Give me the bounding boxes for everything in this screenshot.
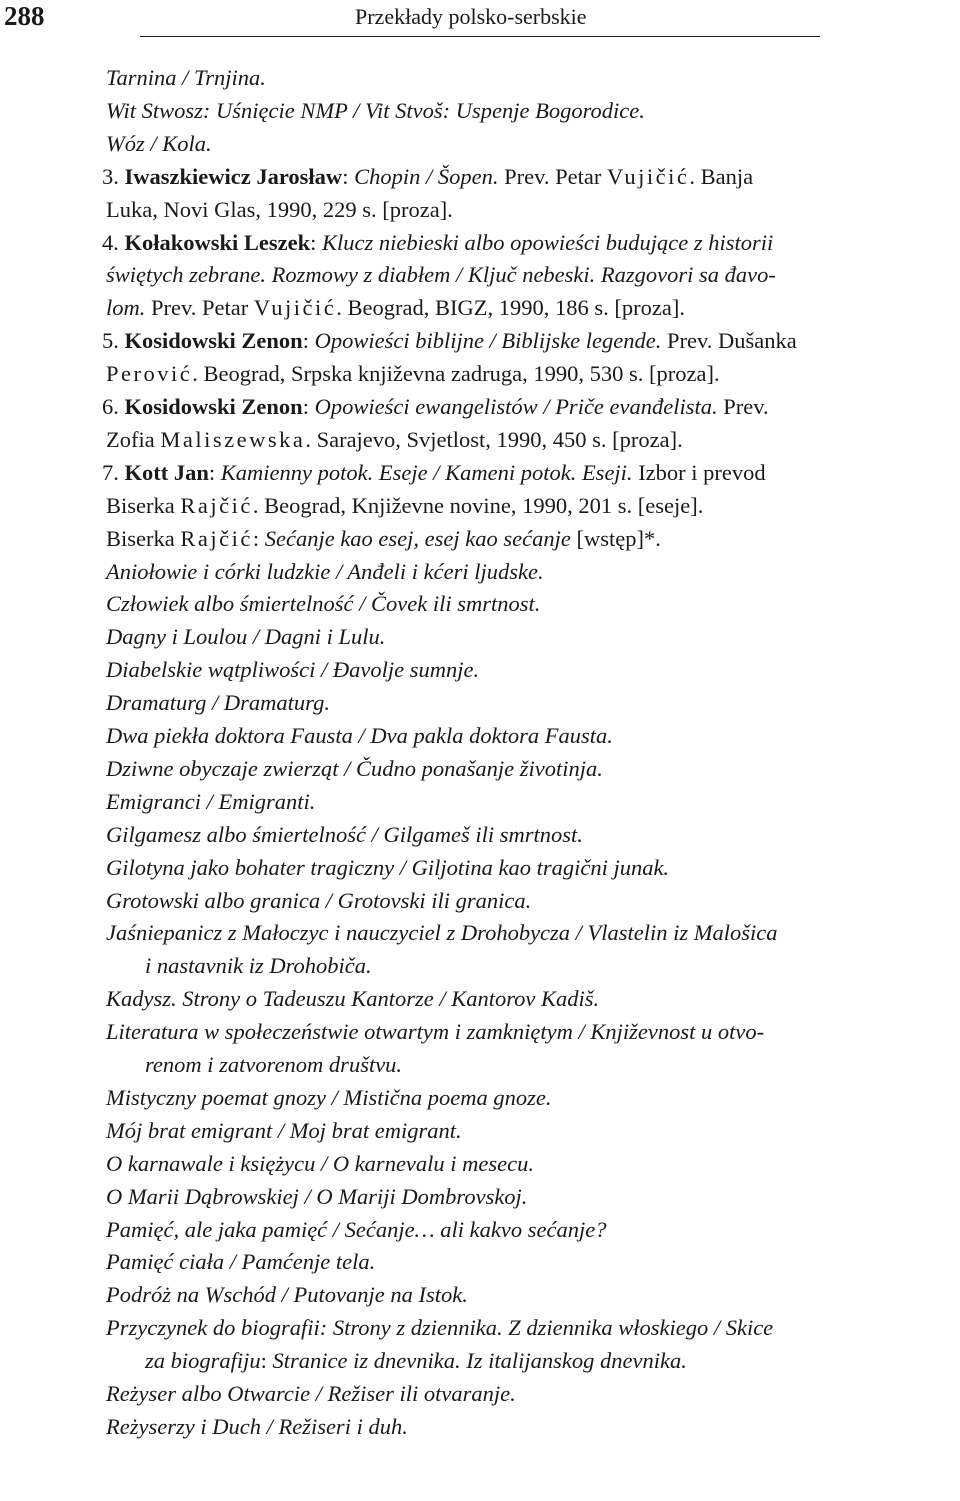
text-line (106, 424, 683, 456)
text-run: Izbor i prevod (632, 459, 766, 485)
text-line (106, 917, 778, 949)
text-line (106, 358, 720, 390)
text-line (106, 292, 685, 324)
text-line (106, 1148, 534, 1180)
title-text: Emigranci / Emigranti. (106, 788, 316, 814)
text-line (106, 259, 776, 291)
text-line (106, 62, 266, 94)
title-text: Diabelskie wątpliwości / Đavolje sumnje. (106, 657, 480, 683)
title-text: Jaśniepanicz z Małoczyc i nauczyciel z Drohobycza / Vlastelin iz Malošica (106, 920, 778, 946)
text-run: : (302, 328, 315, 354)
translator-name: Rajčić (180, 525, 253, 551)
title-text: Kamienny potok. Eseje / Kameni potok. Eseji. (220, 459, 633, 485)
text-line (102, 391, 769, 423)
title-text: Mistyczny poemat gnozy / Mistična poema gnoze. (106, 1084, 552, 1110)
title-text: Opowieści biblijne / Biblijske legende. (314, 328, 662, 354)
text-line (106, 852, 669, 884)
text-run: . Beograd, Srpska književna zadruga, 1990, 530 s. [proza]. (192, 361, 720, 387)
text-run: Prev. Dušanka (661, 328, 797, 354)
text-line (106, 490, 703, 522)
text-run: : (252, 525, 265, 551)
text-line (106, 1246, 375, 1278)
text-line (145, 1049, 402, 1081)
text-line (106, 753, 603, 785)
title-text: Pamięć, ale jaka pamięć / Sećanje… ali kakvo sećanje? (106, 1216, 607, 1242)
title-text: Podróż na Wschód / Putovanje na Istok. (106, 1282, 468, 1308)
text-run: . Sarajevo, Svjetlost, 1990, 450 s. [proza]. (305, 426, 683, 452)
text-run: 6. (102, 394, 125, 419)
text-line (102, 325, 797, 357)
text-run: Prev. (717, 394, 769, 419)
title-text: Człowiek albo śmiertelność / Čovek ili smrtnost. (106, 591, 541, 617)
title-text: Wit Stwosz: Uśnięcie NMP / Vit Stvoš: Uspenje Bogorodice. (106, 97, 645, 123)
title-text: Literatura w społeczeństwie otwartym i zamkniętym / Književnost u otvo- (106, 1019, 765, 1045)
text-run: Zofia (106, 426, 161, 452)
text-run: : (342, 163, 355, 189)
text-run: Prev. Petar (498, 163, 607, 189)
text-run: : (260, 1348, 273, 1374)
title-text: świętych zebrane. Rozmowy z diabłem / Ključ nebeski. Razgovori sa đavo- (106, 262, 776, 288)
text-line (106, 1214, 606, 1246)
title-text: Dwa piekła doktora Fausta / Dva pakla doktora Fausta. (106, 723, 613, 748)
page-number: 288 (4, 1, 45, 31)
text-run: 7. (102, 459, 125, 485)
author-name: Kott Jan (124, 459, 209, 485)
text-line (106, 885, 531, 917)
text-line (106, 588, 540, 620)
text-run: Prev. Petar (145, 295, 254, 321)
title-text: Wóz / Kola. (106, 130, 212, 156)
text-run: 3. (102, 163, 125, 189)
title-text: Sećanje kao esej, esej kao sećanje (264, 525, 571, 551)
translator-name: Rajčić (180, 492, 253, 518)
title-text: Dziwne obyczaje zwierząt / Čudno ponašanje životinja. (106, 755, 603, 781)
text-run: 4. (102, 229, 125, 255)
title-text: za biografiju (145, 1348, 261, 1374)
title-text: Tarnina / Trnjina. (106, 65, 266, 90)
title-text: Pamięć ciała / Pamćenje tela. (106, 1249, 376, 1275)
title-text: Aniołowie i córki ludzkie / Anđeli i kćeri ljudske. (106, 558, 544, 584)
title-text: Klucz niebieski albo opowieści budujące z historii (322, 229, 774, 255)
title-text: lom. (106, 295, 146, 321)
text-line (106, 95, 645, 127)
title-text: Chopin / Šopen. (354, 163, 499, 189)
text-line (106, 1181, 527, 1213)
title-text: renom i zatvorenom društvu. (145, 1052, 403, 1077)
text-run: . Beograd, Književne novine, 1990, 201 s. [eseje]. (252, 492, 704, 518)
text-line (106, 720, 613, 752)
text-line (106, 128, 212, 160)
text-line (106, 1312, 773, 1344)
text-run: Biserka (106, 525, 181, 551)
text-line (106, 556, 544, 588)
text-line (106, 1082, 552, 1114)
text-run: : (310, 229, 323, 255)
header-rule (140, 36, 820, 37)
title-text: Reżyser albo Otwarcie / Režiser ili otvaranje. (106, 1381, 516, 1406)
text-line (106, 1016, 764, 1048)
title-text: i nastavnik iz Drohobiča. (145, 953, 372, 979)
text-line (106, 654, 479, 686)
text-line (106, 819, 583, 851)
translator-name: Perović (106, 361, 193, 387)
title-text: Reżyserzy i Duch / Režiseri i duh. (106, 1413, 408, 1439)
title-text: Opowieści ewangelistów / Priče evanđelista. (314, 394, 718, 419)
text-line (145, 1345, 687, 1377)
title-text: Stranice iz dnevnika. Iz italijanskog dnevnika. (272, 1348, 687, 1374)
text-line (106, 194, 453, 226)
text-line (102, 457, 766, 489)
author-name: Kołakowski Leszek (124, 229, 311, 255)
title-text: O karnawale i księżycu / O karnevalu i mesecu. (106, 1150, 535, 1176)
author-name: Kosidowski Zenon (124, 328, 303, 354)
text-run: : (208, 459, 221, 485)
text-line (106, 786, 315, 818)
text-line (106, 621, 385, 653)
text-run: : (302, 394, 315, 419)
text-line (106, 1279, 468, 1311)
author-name: Iwaszkiewicz Jarosław (124, 163, 343, 189)
text-line (102, 161, 753, 193)
text-run: Biserka (106, 492, 181, 518)
title-text: Przyczynek do biografii: Strony z dziennika. Z dziennika włoskiego / Skice (106, 1315, 774, 1341)
title-text: Dagny i Loulou / Dagni i Lulu. (106, 624, 386, 650)
text-run: . Banja (689, 163, 754, 189)
title-text: Gilotyna jako bohater tragiczny / Giljotina kao tragični junak. (106, 854, 670, 880)
text-run: . Beograd, BIGZ, 1990, 186 s. [proza]. (336, 295, 685, 321)
title-text: Kadysz. Strony o Tadeuszu Kantorze / Kantorov Kadiš. (106, 986, 600, 1012)
title-text: Mój brat emigrant / Moj brat emigrant. (106, 1117, 462, 1143)
translator-name: Vujičić (253, 295, 337, 321)
text-line (106, 983, 599, 1015)
running-title: Przekłady polsko-serbskie (355, 4, 587, 29)
translator-name: Vujičić (606, 163, 690, 189)
text-line (102, 227, 773, 259)
text-run: 5. (102, 328, 125, 354)
text-line (106, 1115, 462, 1147)
author-name: Kosidowski Zenon (124, 394, 303, 419)
text-line (145, 950, 372, 982)
text-run: [wstęp]*. (570, 525, 661, 551)
translator-name: Maliszewska (160, 426, 306, 452)
title-text: O Marii Dąbrowskiej / O Mariji Dombrovskoj. (106, 1183, 528, 1209)
text-run: Luka, Novi Glas, 1990, 229 s. [proza]. (106, 196, 453, 222)
title-text: Grotowski albo granica / Grotovski ili granica. (106, 887, 532, 913)
text-line (106, 523, 661, 555)
text-line (106, 1411, 408, 1443)
text-line (106, 687, 330, 719)
title-text: Dramaturg / Dramaturg. (106, 690, 330, 716)
title-text: Gilgamesz albo śmiertelność / Gilgameš ili smrtnost. (106, 821, 583, 847)
text-line (106, 1378, 516, 1410)
